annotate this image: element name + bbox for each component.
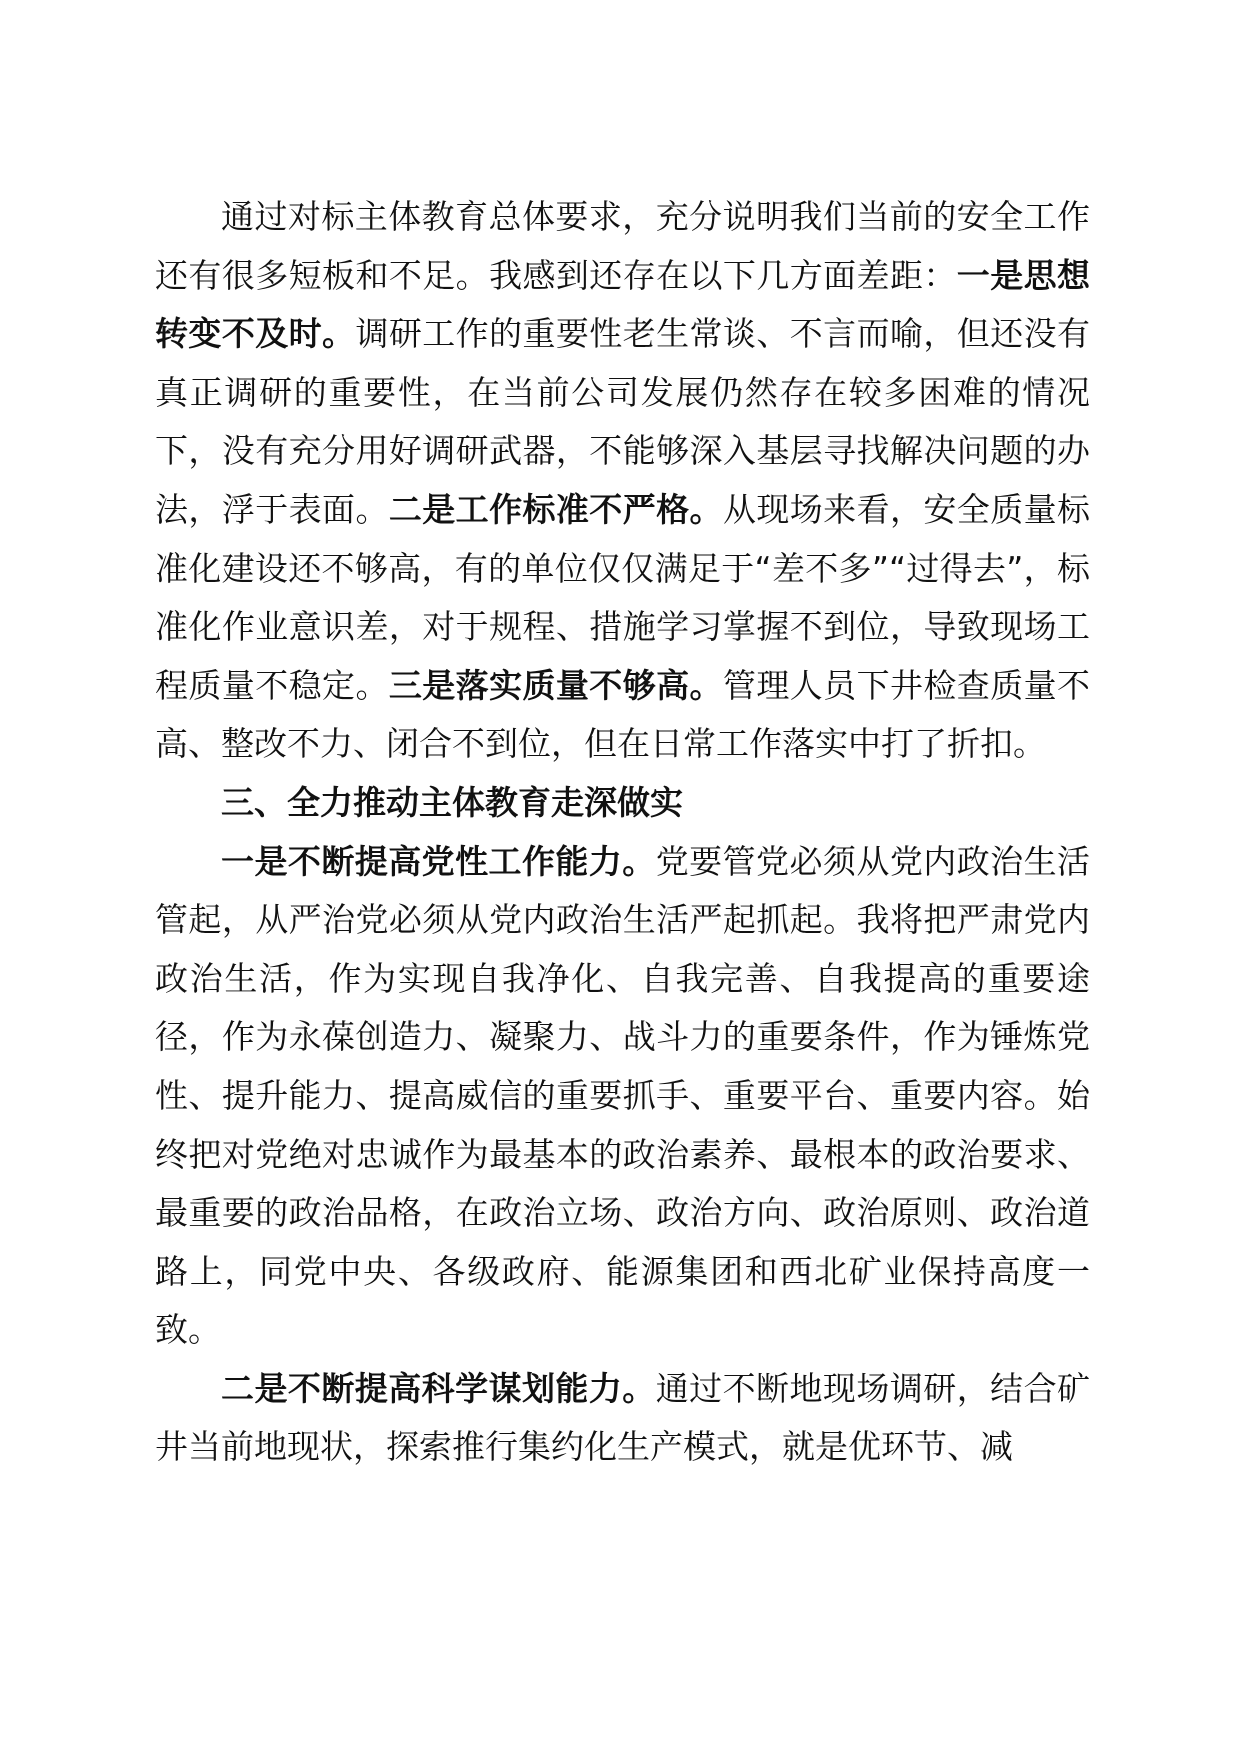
paragraph-text: 通过对标主体教育总体要求，充分说明我们当前的安全工作还有很多短板和不足。我感到还存在以下几方面差距： <box>155 197 1090 295</box>
bold-point-1: 一是不断提高党性工作能力。 <box>221 841 656 881</box>
bold-point-2: 二是工作标准不严格。 <box>388 489 723 529</box>
paragraph-text: 调研工作的重要性老生常谈、不言而喻，但还没有真正调研的重要性，在当前公司发展仍然存在较多困难的情况下，没有充分用好调研武器，不能够深入基层寻找解决问题的办法，浮于表面。 <box>155 314 1091 529</box>
bold-point-2: 二是不断提高科学谋划能力。 <box>221 1368 656 1408</box>
bold-point-3: 三是落实质量不够高。 <box>388 665 723 705</box>
section-heading: 三、全力推动主体教育走深做实 <box>221 782 683 822</box>
paragraph-text: 党要管党必须从党内政治生活管起，从严治党必须从党内政治生活严起抓起。我将把严肃党内政治生活，作为实现自我净化、自我完善、自我提高的重要途径，作为永葆创造力、凝聚力、战斗力的重要条件，作为锤炼党性、提升能力、提高威信的重要抓手、重要平台、重要内容。始终把对党绝对忠诚作为最基本的政治素养、最根本的政治要求、最重要的政治品格，在政治立场、政治方向、政治原则、政治道路上，同党中央、各级政府、能源集团和西北矿业保持高度一致。 <box>155 841 1091 1350</box>
paragraph-text: 通过不断地现场调研，结合矿井当前地现状，探索推行集约化生产模式，就是优环节、减 <box>155 1368 1091 1467</box>
paragraph-text: 管理人员下井检查质量不高、整改不力、闭合不到位，但在日常工作落实中打了折扣。 <box>155 665 1091 764</box>
paragraph-gaps <box>155 188 1090 774</box>
paragraph-text: 从现场来看，安全质量标准化建设还不够高，有的单位仅仅满足于“差不多”“过得去”，标准化作业意识差，对于规程、措施学习掌握不到位，导致现场工程质量不稳定。 <box>155 489 1091 705</box>
bold-point-1: 一是思想转变不及时。 <box>155 255 1091 354</box>
document-page <box>155 188 1090 1477</box>
paragraph-planning-ability <box>155 1360 1090 1477</box>
paragraph-party-ability <box>155 833 1090 1360</box>
